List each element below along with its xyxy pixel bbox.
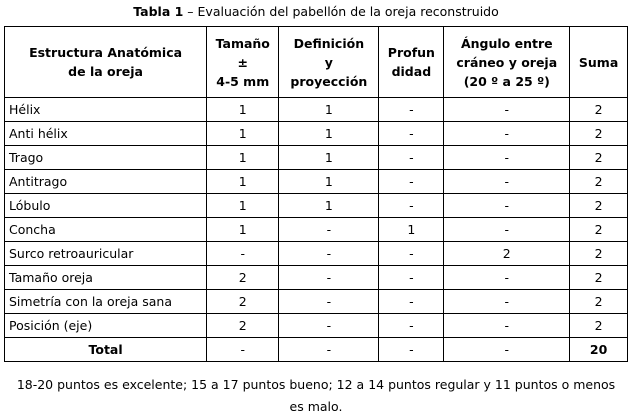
cell-profundidad: - (379, 266, 444, 290)
cell-structure: Trago (5, 146, 207, 170)
table-row (5, 290, 628, 314)
cell-definicion: - (279, 242, 379, 266)
cell-structure: Lóbulo (5, 194, 207, 218)
footnote: 18-20 puntos es excelente; 15 a 17 puntos bueno; 12 a 14 puntos regular y 11 puntos o menos es malo. (16, 377, 616, 414)
cell-profundidad: - (379, 242, 444, 266)
total-label: Total (5, 338, 207, 362)
cell-angulo: - (444, 314, 570, 338)
cell-profundidad: - (379, 194, 444, 218)
header-line: ± (237, 54, 248, 70)
table-row (5, 194, 628, 218)
header-line: Tamaño (215, 35, 270, 51)
cell-angulo: - (444, 122, 570, 146)
header-definicion (279, 27, 379, 98)
header-line: de la oreja (68, 64, 143, 79)
cell-angulo: - (444, 218, 570, 242)
header-line: (20 º a 25 º) (463, 73, 550, 89)
table-row (5, 266, 628, 290)
cell-angulo: 2 (444, 242, 570, 266)
header-line: 4-5 mm (216, 73, 270, 89)
cell-profundidad: - (379, 98, 444, 122)
table-header (5, 27, 628, 98)
table-caption (0, 4, 632, 20)
cell-profundidad: - (379, 170, 444, 194)
cell-structure: Simetría con la oreja sana (5, 290, 207, 314)
header-line: Definición (293, 35, 365, 51)
cell-angulo: - (444, 98, 570, 122)
table-row (5, 122, 628, 146)
total-definicion: - (279, 338, 379, 362)
header-angulo (444, 27, 570, 98)
cell-definicion: - (279, 218, 379, 242)
table-body (5, 98, 628, 362)
cell-structure: Anti hélix (5, 122, 207, 146)
header-line: Ángulo entre (460, 35, 553, 51)
cell-suma: 2 (570, 314, 628, 338)
caption-label: Tabla 1 (133, 4, 184, 19)
cell-suma: 2 (570, 218, 628, 242)
cell-definicion: - (279, 266, 379, 290)
header-profundidad (379, 27, 444, 98)
table-row (5, 170, 628, 194)
cell-tamano: 1 (207, 170, 279, 194)
cell-tamano: 1 (207, 194, 279, 218)
cell-suma: 2 (570, 290, 628, 314)
header-estructura (5, 27, 207, 98)
cell-tamano: 2 (207, 314, 279, 338)
caption-text: – Evaluación del pabellón de la oreja reconstruido (183, 4, 499, 19)
header-tamano (207, 27, 279, 98)
header-line: Estructura Anatómica (29, 45, 183, 60)
cell-structure: Hélix (5, 98, 207, 122)
cell-profundidad: - (379, 314, 444, 338)
cell-angulo: - (444, 146, 570, 170)
cell-tamano: 1 (207, 122, 279, 146)
table-row (5, 242, 628, 266)
total-suma: 20 (570, 338, 628, 362)
total-row (5, 338, 628, 362)
cell-suma: 2 (570, 146, 628, 170)
total-angulo: - (444, 338, 570, 362)
cell-suma: 2 (570, 266, 628, 290)
header-line: cráneo y oreja (456, 54, 558, 70)
table-row (5, 146, 628, 170)
cell-structure: Posición (eje) (5, 314, 207, 338)
cell-structure: Tamaño oreja (5, 266, 207, 290)
header-line: didad (391, 64, 432, 79)
header-line: Profun (387, 45, 435, 60)
cell-definicion: 1 (279, 146, 379, 170)
cell-tamano: 2 (207, 290, 279, 314)
header-row (5, 27, 628, 98)
cell-tamano: 1 (207, 146, 279, 170)
cell-tamano: 1 (207, 218, 279, 242)
cell-definicion: 1 (279, 170, 379, 194)
total-profundidad: - (379, 338, 444, 362)
header-line: Suma (578, 54, 619, 70)
table-row (5, 314, 628, 338)
cell-definicion: - (279, 314, 379, 338)
cell-definicion: 1 (279, 122, 379, 146)
cell-definicion: 1 (279, 98, 379, 122)
cell-angulo: - (444, 194, 570, 218)
cell-suma: 2 (570, 122, 628, 146)
table-row (5, 218, 628, 242)
cell-definicion: 1 (279, 194, 379, 218)
cell-structure: Concha (5, 218, 207, 242)
header-suma (570, 27, 628, 98)
cell-suma: 2 (570, 98, 628, 122)
cell-suma: 2 (570, 170, 628, 194)
cell-angulo: - (444, 170, 570, 194)
total-tamano: - (207, 338, 279, 362)
cell-profundidad: 1 (379, 218, 444, 242)
cell-profundidad: - (379, 290, 444, 314)
cell-tamano: - (207, 242, 279, 266)
cell-angulo: - (444, 266, 570, 290)
evaluation-table (4, 26, 628, 362)
cell-suma: 2 (570, 242, 628, 266)
cell-profundidad: - (379, 146, 444, 170)
cell-suma: 2 (570, 194, 628, 218)
cell-angulo: - (444, 290, 570, 314)
cell-structure: Surco retroauricular (5, 242, 207, 266)
cell-structure: Antitrago (5, 170, 207, 194)
cell-tamano: 2 (207, 266, 279, 290)
cell-definicion: - (279, 290, 379, 314)
cell-tamano: 1 (207, 98, 279, 122)
header-line: proyección (290, 73, 368, 89)
cell-profundidad: - (379, 122, 444, 146)
header-line: y (324, 54, 333, 70)
table-row (5, 98, 628, 122)
